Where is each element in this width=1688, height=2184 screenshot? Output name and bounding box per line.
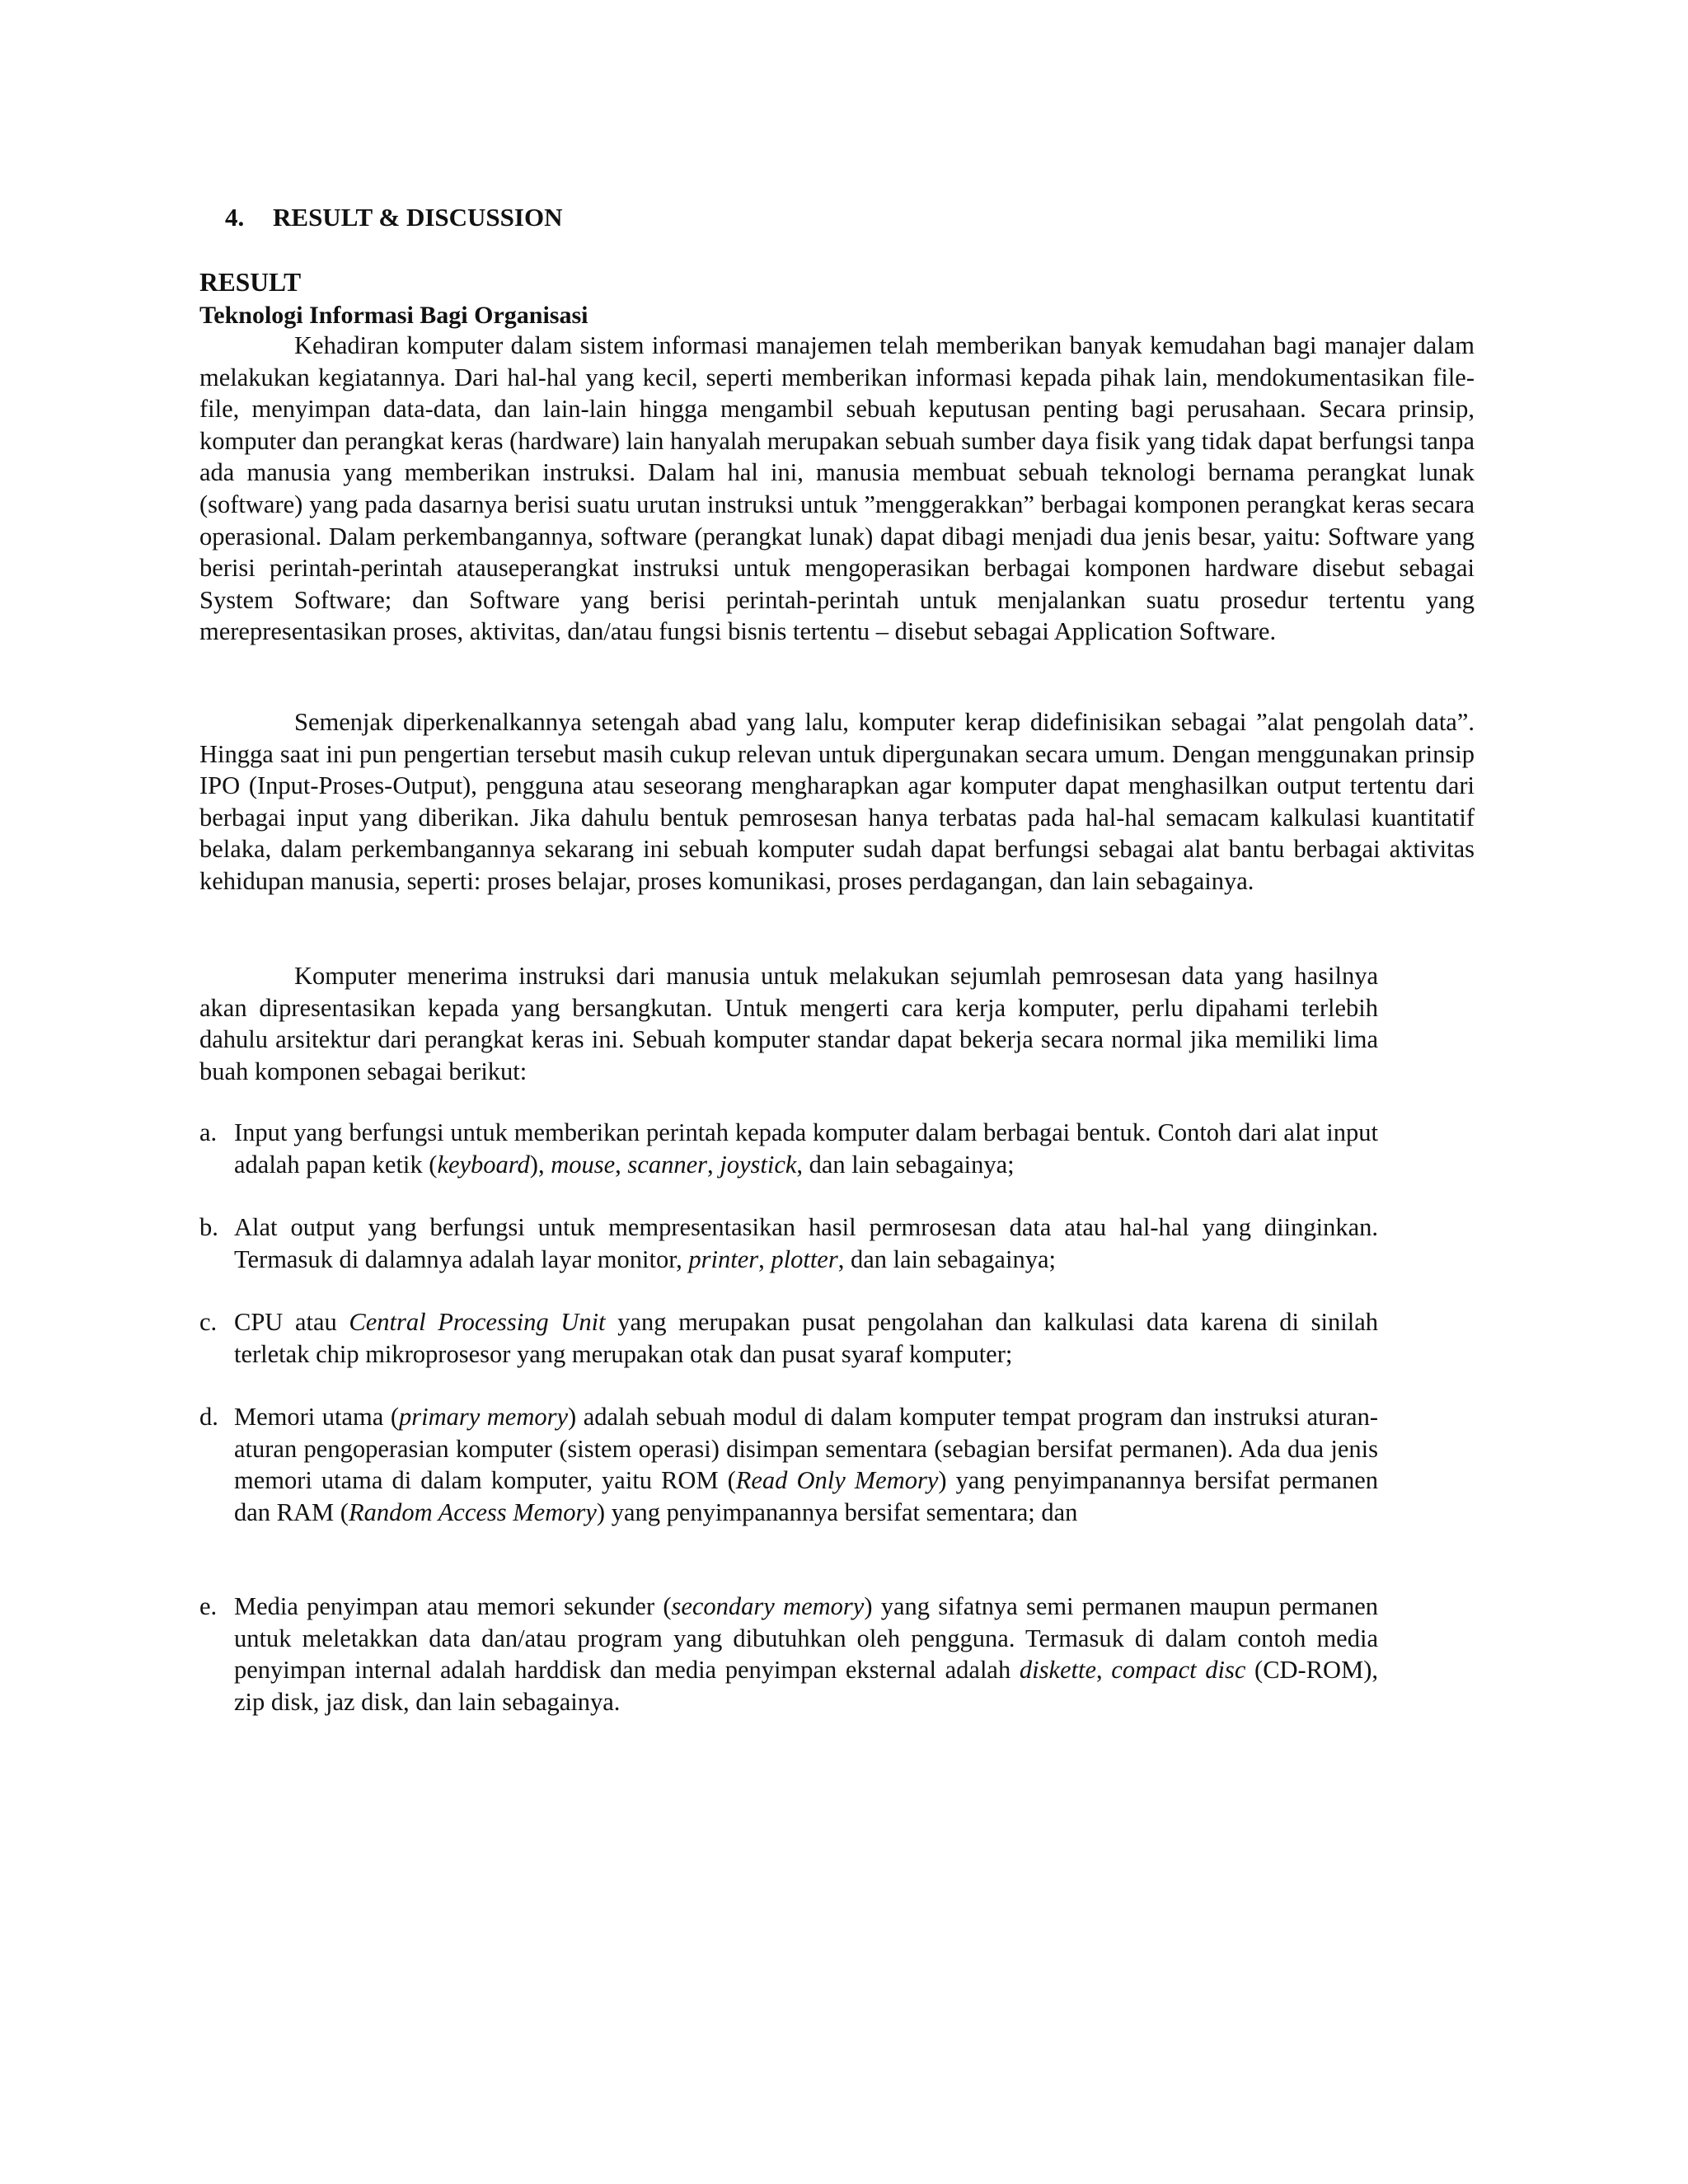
body-paragraph: Komputer menerima instruksi dari manusia untuk melakukan sejumlah pemrosesan data yang hasilnya akan dipresentasikan kepada yang bersangkutan. Untuk mengerti cara kerja komputer, perlu dipahami terlebih dahulu arsitektur dari perangkat keras ini. Sebuah komputer standar dapat bekerja secara normal jika memiliki lima buah komponen sebagai berikut: (199, 962, 1378, 1085)
italic-term: plotter (771, 1244, 838, 1273)
text-run: Media penyimpan atau memori sekunder ( (234, 1592, 672, 1620)
italic-term: Random Access Memory (348, 1497, 597, 1526)
text-run: yang merupakan pusat pengolahan dan kalkulasi data karena di sinilah terletak chip mikroprosesor yang merupakan otak dan pusat syaraf komputer; (234, 1308, 1378, 1368)
text-run: ), (529, 1150, 551, 1179)
body-paragraph: Semenjak diperkenalkannya setengah abad yang lalu, komputer kerap didefinisikan sebagai ”alat pengolah data”. Hingga saat ini pun pengertian tersebut masih cukup relevan untuk dipergunakan secara umum. Dengan menggunakan prinsip IPO (Input-Proses-Output), pengguna atau seseorang mengharapkan agar komputer dapat menghasilkan output tertentu dari berbagai input yang diberikan. Jika dahulu bentuk pemrosesan hanya terbatas pada hal-hal semacam kalkulasi kuantitatif belaka, dalam perkembangannya sekarang ini sebuah komputer sudah dapat berfungsi sebagai alat bantu berbagai aktivitas kehidupan manusia, seperti: proses belajar, proses komunikasi, proses perdagangan, dan lain sebagainya. (199, 708, 1475, 895)
text-run: , (615, 1150, 628, 1179)
text-run: Alat output yang berfungsi untuk mempresentasikan hasil permrosesan data atau hal-hal yang diinginkan. Termasuk di dalamnya adalah layar monitor, (234, 1213, 1378, 1273)
list-marker: c. (199, 1308, 218, 1336)
text-run: , dan lain sebagainya; (837, 1244, 1056, 1273)
subsection-heading: RESULT (199, 268, 302, 297)
text-run: ) yang sifatnya semi permanen maupun permanen untuk meletakkan data dan/atau program yang dibutuhkan oleh pengguna. Termasuk di dalam contoh media penyimpan internal adalah harddisk dan media penyimpan eksternal adalah (234, 1592, 1378, 1685)
italic-term: scanner (627, 1150, 707, 1179)
list-item-text (234, 1401, 1378, 1528)
text-run: , (758, 1244, 771, 1273)
italic-term: mouse (551, 1150, 616, 1179)
section-heading (225, 201, 562, 234)
italic-term: secondary memory (671, 1592, 865, 1620)
list-item (199, 1591, 1378, 1718)
list-item-text (234, 1306, 1378, 1370)
text-run: Memori utama ( (234, 1403, 399, 1431)
italic-term: compact disc (1111, 1656, 1246, 1685)
text-run: (CD-ROM), zip disk, jaz disk, dan lain sebagainya. (234, 1656, 1378, 1716)
section-number: 4. (225, 203, 245, 232)
text-run: ) yang penyimpanannya bersifat sementara; dan (596, 1497, 1078, 1526)
list-item-text (234, 1117, 1378, 1180)
list-item-text (234, 1591, 1378, 1718)
list-marker: b. (199, 1213, 218, 1241)
list-item (199, 1306, 1378, 1370)
list-item (199, 1401, 1378, 1528)
text-run: , (1096, 1656, 1112, 1685)
text-run: CPU atau (234, 1308, 349, 1336)
list-item (199, 1117, 1378, 1180)
section-title: RESULT & DISCUSSION (273, 203, 563, 232)
italic-term: primary memory (398, 1403, 569, 1431)
list-marker: d. (199, 1403, 218, 1431)
list-item (199, 1212, 1378, 1275)
text-run: ) adalah sebuah modul di dalam komputer tempat program dan instruksi aturan-aturan pengoperasian komputer (sistem operasi) disimpan sementara (sebagian bersifat permanen). Ada dua jenis memori utama di dalam komputer, yaitu ROM ( (234, 1403, 1379, 1495)
italic-term: Central Processing Unit (349, 1308, 606, 1336)
text-run: , dan lain sebagainya; (796, 1150, 1015, 1179)
text-run: ) yang penyimpanannya bersifat permanen dan RAM ( (234, 1466, 1378, 1526)
subsubsection-heading: Teknologi Informasi Bagi Organisasi (199, 302, 588, 329)
list-marker: e. (199, 1592, 218, 1620)
italic-term: printer (688, 1244, 759, 1273)
italic-term: diskette (1019, 1656, 1096, 1685)
italic-term: keyboard (437, 1150, 530, 1179)
text-run: , (706, 1150, 720, 1179)
italic-term: Read Only Memory (735, 1466, 939, 1495)
list-marker: a. (199, 1118, 218, 1146)
body-paragraph: Kehadiran komputer dalam sistem informasi manajemen telah memberikan banyak kemudahan bagi manajer dalam melakukan kegiatannya. Dari hal-hal yang kecil, seperti memberikan informasi kepada pihak lain, mendokumentasikan file-file, menyimpan data-data, dan lain-lain hingga mengambil sebuah keputusan penting bagi perusahaan. Secara prinsip, komputer dan perangkat keras (hardware) lain hanyalah merupakan sebuah sumber daya fisik yang tidak dapat berfungsi tanpa ada manusia yang memberikan instruksi. Dalam hal ini, manusia membuat sebuah teknologi bernama perangkat lunak (software) yang pada dasarnya berisi suatu urutan instruksi untuk ”menggerakkan” berbagai komponen perangkat keras secara operasional. Dalam perkembangannya, software (perangkat lunak) dapat dibagi menjadi dua jenis besar, yaitu: Software yang berisi perintah-perintah atauseperangkat instruksi untuk mengoperasikan berbagai komponen hardware disebut sebagai System Software; dan Software yang berisi perintah-perintah untuk menjalankan suatu prosedur tertentu yang merepresentasikan proses, aktivitas, dan/atau fungsi bisnis tertentu – disebut sebagai Application Software. (199, 331, 1475, 646)
italic-term: joystick (720, 1150, 797, 1179)
text-run: Input yang berfungsi untuk memberikan perintah kepada komputer dalam berbagai bentuk. Contoh dari alat input adalah papan ketik ( (234, 1118, 1378, 1179)
list-item-text (234, 1212, 1378, 1275)
